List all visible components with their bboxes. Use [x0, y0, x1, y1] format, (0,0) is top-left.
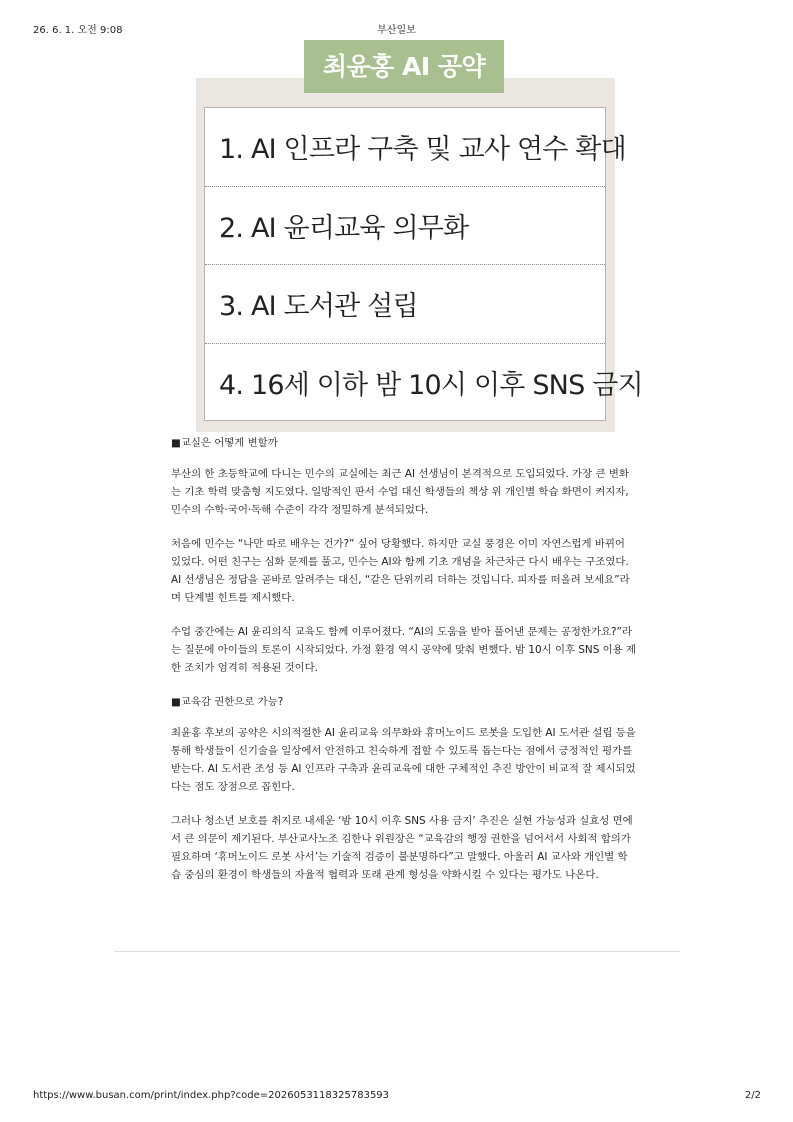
pledge-banner: 최윤홍 AI 공약 — [304, 40, 504, 93]
article-paragraph: 처음에 민수는 “나만 따로 배우는 건가?” 싶어 당황했다. 하지만 교실 풍경은 이미 자연스럽게 바뀌어 있었다. 어떤 친구는 심화 문제를 풀고, 민수는 AI와 함께 기초 개념을 차근차근 다시 배우는 구조였다. AI 선생님은 정답을 곧바로 알려주는 대신, “같은 단위끼리 더하는 것입니다. 피자를 떠올려 보세요”라며 단계별 힌트를 제시했다. — [171, 538, 630, 604]
pledge-item-3: 3. AI 도서관 설립 — [205, 265, 605, 344]
pledge-list — [204, 107, 643, 421]
print-url: https://www.busan.com/print/index.php?code=2026053118325783593 — [33, 1090, 390, 1101]
article-body — [171, 434, 637, 900]
section-heading: ■교실은 어떻게 변할까 — [171, 437, 278, 449]
article-paragraph: 부산의 한 초등학교에 다니는 민수의 교실에는 최근 AI 선생님이 본격적으로 도입되었다. 가장 큰 변화는 기초 학력 맞춤형 지도였다. 일방적인 판서 수업 대신 학생들의 책상 위 개인별 학습 화면이 켜지자, 민수의 수학·국어·독해 수준이 각각 정밀하게 분석되었다. — [171, 468, 629, 516]
article-paragraph: 최윤홍 후보의 공약은 시의적절한 AI 윤리교육 의무화와 휴머노이드 로봇을 도입한 AI 도서관 설립 등을 통해 학생들이 신기술을 일상에서 안전하고 친숙하게 접할 수 있도록 돕는다는 점에서 긍정적인 평가를 받는다. AI 도서관 조성 등 AI 인프라 구축과 윤리교육에 대한 구체적인 추진 방안이 비교적 잘 제시되었다는 점도 장점으로 꼽힌다. — [171, 727, 636, 793]
pledge-item-4: 4. 16세 이하 밤 10시 이후 SNS 금지 — [219, 370, 643, 402]
print-site-title: 부산일보 — [377, 25, 416, 36]
section-heading: ■교육감 권한으로 가능? — [171, 696, 284, 708]
pledge-item-2: 2. AI 윤리교육 의무화 — [205, 187, 605, 266]
pledge-item-1: 1. AI 인프라 구축 및 교사 연수 확대 — [205, 108, 605, 187]
page-number: 2/2 — [744, 1090, 761, 1101]
print-datetime: 26. 6. 1. 오전 9:08 — [33, 25, 123, 36]
article-paragraph: 그러나 청소년 보호를 취지로 내세운 ‘밤 10시 이후 SNS 사용 금지’ 추진은 실현 가능성과 실효성 면에서 큰 의문이 제기된다. 부산교사노조 김한나 위원장은 “교육감의 행정 권한을 넘어서서 사회적 합의가 필요하며 ‘휴머노이드 로봇 사서’는 기술적 검증이 불분명하다”고 말했다. 아울러 AI 교사와 개인별 학습 중심의 환경이 학생들의 자율적 협력과 또래 관계 형성을 약화시킬 수 있다는 평가도 나온다. — [171, 815, 633, 881]
divider — [114, 951, 680, 952]
article-paragraph: 수업 중간에는 AI 윤리의식 교육도 함께 이루어졌다. “AI의 도움을 받아 풀어낸 문제는 공정한가요?”라는 질문에 아이들의 토론이 시작되었다. 가정 환경 역시 공약에 맞춰 변했다. 밤 10시 이후 SNS 이용 제한 조치가 엄격히 적용된 것이다. — [171, 626, 637, 674]
